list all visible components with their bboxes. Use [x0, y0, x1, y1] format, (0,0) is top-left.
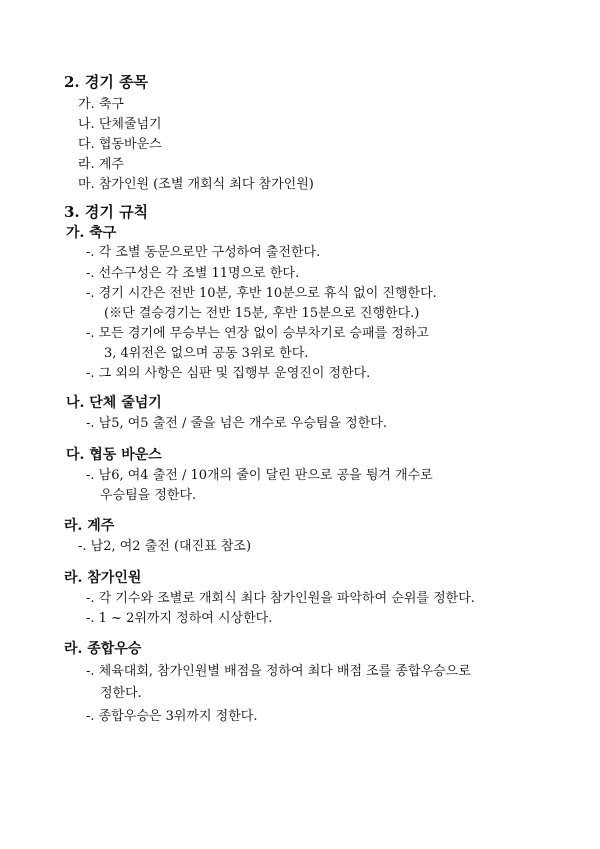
rule-item: -. 체육대회, 참가인원별 배점을 정하여 최다 배점 조를 종합우승으로: [86, 664, 471, 679]
subsection-title-jumprope: 나. 단체 줄넘기: [66, 395, 162, 411]
subsection-title-soccer: 가. 축구: [66, 225, 117, 241]
subsection-title-bounce: 다. 협동 바운스: [66, 447, 162, 463]
rule-item: -. 1 ~ 2위까지 정하여 시상한다.: [86, 611, 273, 626]
rule-note: (※단 결승경기는 전반 15분, 후반 15분으로 진행한다.): [104, 306, 420, 321]
rule-item: -. 모든 경기에 무승부는 연장 없이 승부차기로 승패를 정하고: [86, 326, 429, 341]
rule-item: -. 남6, 여4 출전 / 10개의 줄이 달린 판으로 공을 튕겨 개수로: [86, 468, 433, 483]
section-2-title: 2. 경기 종목: [64, 73, 149, 91]
list-item: 가. 축구: [78, 97, 124, 112]
rule-continuation: 우승팀을 정한다.: [100, 488, 197, 503]
list-item: 마. 참가인원 (조별 개회식 최다 참가인원): [78, 177, 314, 192]
subsection-title-relay: 라. 계주: [64, 518, 115, 534]
rule-item: -. 남5, 여5 출전 / 줄을 넘은 개수로 우승팀을 정한다.: [86, 416, 387, 431]
rule-item: -. 각 기수와 조별로 개회식 최다 참가인원을 파악하여 순위를 정한다.: [86, 591, 475, 606]
section-3-title: 3. 경기 규칙: [64, 203, 149, 221]
list-item: 다. 협동바운스: [78, 137, 162, 152]
rule-continuation: 3, 4위전은 없으며 공동 3위로 한다.: [104, 346, 309, 361]
rule-item: -. 경기 시간은 전반 10분, 후반 10분으로 휴식 없이 진행한다.: [86, 286, 437, 301]
list-item: 라. 계주: [78, 157, 124, 172]
list-item: 나. 단체줄넘기: [78, 117, 162, 132]
rule-item: -. 선수구성은 각 조별 11명으로 한다.: [86, 266, 300, 281]
rule-item: -. 종합우승은 3위까지 정한다.: [86, 709, 258, 724]
rule-item: -. 남2, 여2 출전 (대진표 참조): [78, 539, 252, 554]
rule-item: -. 그 외의 사항은 심판 및 집행부 운영진이 정한다.: [86, 366, 371, 381]
rule-continuation: 정한다.: [100, 686, 142, 701]
subsection-title-attendance: 라. 참가인원: [64, 570, 142, 586]
subsection-title-overall: 라. 종합우승: [64, 641, 142, 657]
rule-item: -. 각 조별 동문으로만 구성하여 출전한다.: [86, 245, 321, 260]
